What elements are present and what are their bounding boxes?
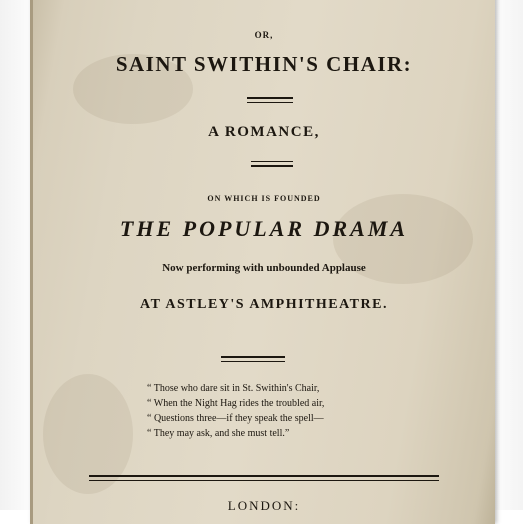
imprint-line: LONDON: [227, 498, 301, 513]
performing-line: Now performing with unbounded Applause [162, 262, 366, 274]
double-rule [221, 356, 285, 358]
genre-line: A ROMANCE, [208, 124, 320, 140]
subtitle: SAINT SWITHIN'S CHAIR: [115, 52, 413, 76]
double-rule [247, 102, 293, 103]
double-rule [251, 161, 293, 162]
thick-rule [89, 475, 439, 477]
double-rule [247, 97, 293, 99]
double-rule [221, 361, 285, 362]
epigraph-line: “ Questions three—if they speak the spell— [147, 413, 324, 424]
drama-title: THE POPULAR DRAMA [119, 216, 409, 241]
venue-line: AT ASTLEY'S AMPHITHEATRE. [140, 297, 388, 312]
epigraph-line: “ They may ask, and she must tell.” [147, 428, 290, 439]
or-line: OR, [254, 30, 274, 40]
epigraph-line: “ Those who dare sit in St. Swithin's Chair, [147, 383, 320, 394]
epigraph [147, 381, 427, 441]
double-rule [251, 165, 293, 167]
thick-rule [89, 480, 439, 481]
founded-line: ON WHICH IS FOUNDED [207, 194, 321, 203]
title-page [30, 0, 495, 524]
epigraph-line: “ When the Night Hag rides the troubled air, [147, 398, 325, 409]
